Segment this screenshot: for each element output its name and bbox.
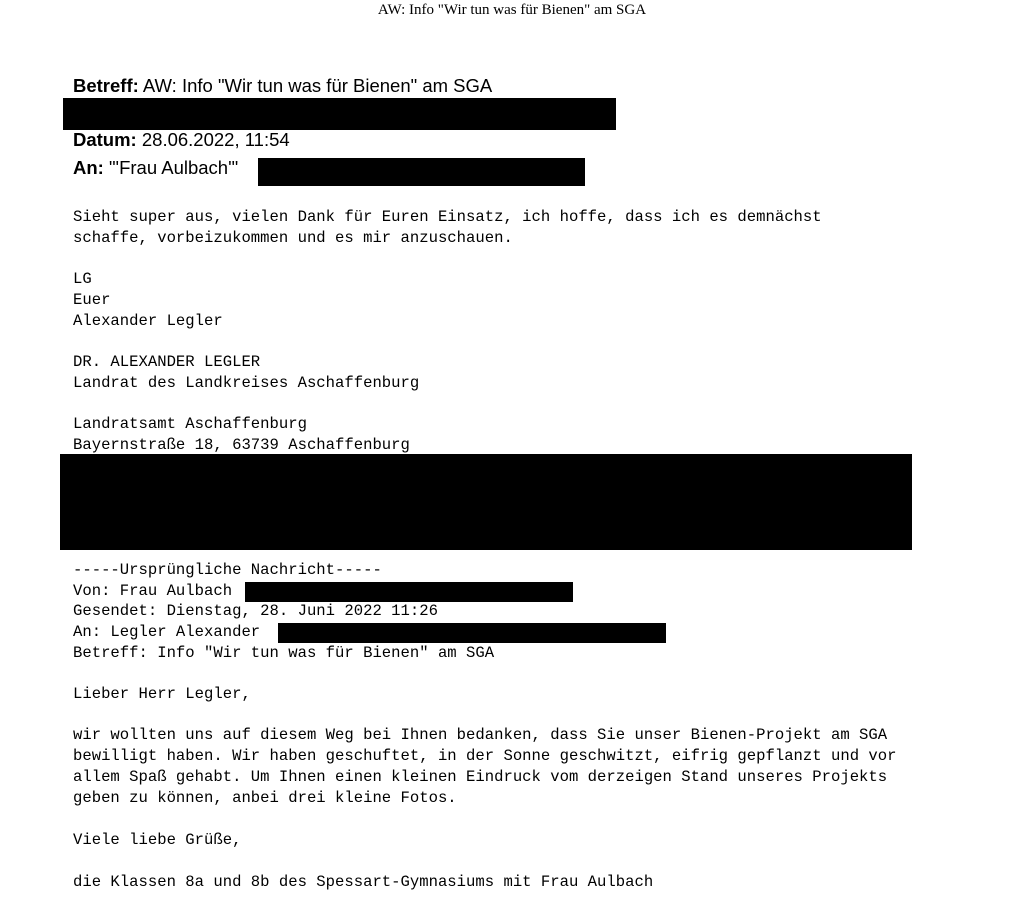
original-body-line: bewilligt haben. Wir haben geschuftet, in der Sonne geschwitzt, eifrig gepflanzt und vor [73, 747, 897, 765]
original-from: Von: Frau Aulbach [73, 582, 233, 600]
original-sent: Gesendet: Dienstag, 28. Juni 2022 11:26 [73, 602, 438, 620]
redaction-block [278, 623, 666, 643]
closing: Euer [73, 291, 111, 309]
original-separator: -----Ursprüngliche Nachricht----- [73, 561, 382, 579]
document-title: AW: Info "Wir tun was für Bienen" am SGA [377, 2, 647, 18]
redaction-block [245, 582, 573, 602]
closing: LG [73, 270, 92, 288]
to-line [73, 157, 238, 179]
signature-address: Bayernstraße 18, 63739 Aschaffenburg [73, 436, 410, 454]
to-label: An: [73, 157, 104, 178]
sender-name: Alexander Legler [73, 312, 223, 330]
date-label: Datum: [73, 129, 137, 150]
original-body-line: allem Spaß gehabt. Um Ihnen einen kleinen Eindruck vom derzeigen Stand unseres Projekts [73, 768, 888, 786]
signature-office: Landratsamt Aschaffenburg [73, 415, 307, 433]
original-signoff: die Klassen 8a und 8b des Spessart-Gymnasiums mit Frau Aulbach [73, 873, 654, 891]
signature-name: DR. ALEXANDER LEGLER [73, 353, 261, 371]
redaction-block [60, 454, 912, 550]
redaction-block [258, 158, 585, 186]
original-to: An: Legler Alexander [73, 623, 261, 641]
original-greeting: Lieber Herr Legler, [73, 685, 251, 703]
original-regards: Viele liebe Grüße, [73, 831, 242, 849]
reply-line: schaffe, vorbeizukommen und es mir anzuschauen. [73, 229, 513, 247]
original-body-line: geben zu können, anbei drei kleine Fotos. [73, 789, 457, 807]
redaction-block [63, 98, 616, 130]
reply-line: Sieht super aus, vielen Dank für Euren Einsatz, ich hoffe, dass ich es demnächst [73, 208, 822, 226]
date-line [73, 129, 290, 151]
original-subject: Betreff: Info "Wir tun was für Bienen" am SGA [73, 644, 495, 662]
to-value: "'Frau Aulbach'" [108, 157, 239, 178]
subject-label: Betreff: [73, 75, 139, 96]
subject-line [73, 75, 492, 97]
date-value: 28.06.2022, 11:54 [141, 129, 290, 150]
signature-title: Landrat des Landkreises Aschaffenburg [73, 374, 420, 392]
subject-value: AW: Info "Wir tun was für Bienen" am SGA [142, 75, 493, 96]
original-body-line: wir wollten uns auf diesem Weg bei Ihnen bedanken, dass Sie unser Bienen-Projekt am SGA [73, 726, 888, 744]
